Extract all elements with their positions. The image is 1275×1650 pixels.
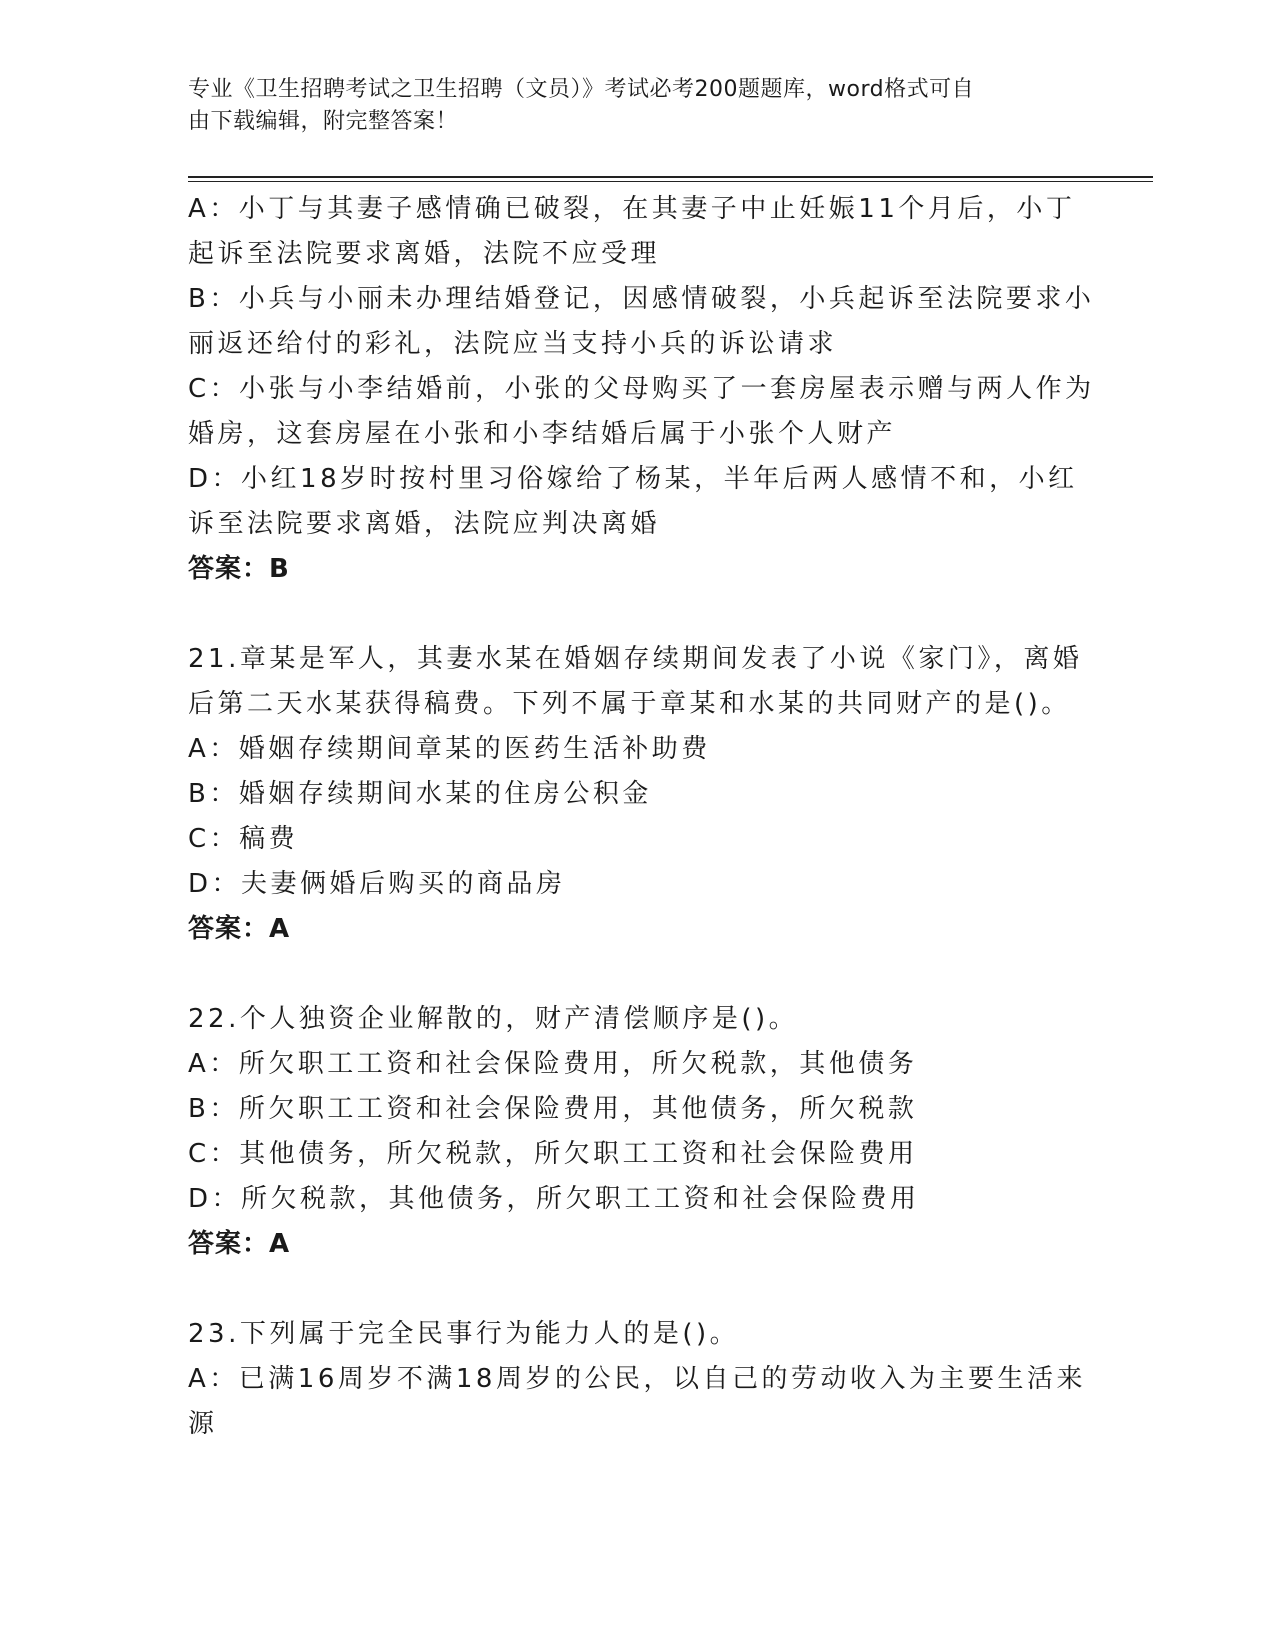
question-23 xyxy=(188,1312,1088,1447)
question-stem: 22.个人独资企业解散的，财产清偿顺序是()。 xyxy=(188,1004,799,1034)
spacer xyxy=(188,1267,1088,1312)
header-divider-thin xyxy=(188,181,1153,182)
question-stem-line-2: 后第二天水某获得稿费。下列不属于章某和水某的共同财产的是()。 xyxy=(188,689,1071,719)
option-c-line-1: C：小张与小李结婚前，小张的父母购买了一套房屋表示赠与两人作为 xyxy=(188,374,1095,404)
option-d-line-1: D：小红18岁时按村里习俗嫁给了杨某，半年后两人感情不和，小红 xyxy=(188,464,1078,494)
option-c: C：其他债务，所欠税款，所欠职工工资和社会保险费用 xyxy=(188,1139,918,1169)
option-a: A：婚姻存续期间章某的医药生活补助费 xyxy=(188,734,711,764)
question-21 xyxy=(188,637,1088,952)
option-a-line-2: 起诉至法院要求离婚，法院不应受理 xyxy=(188,239,661,269)
option-c: C：稿费 xyxy=(188,824,299,854)
question-stem: 23.下列属于完全民事行为能力人的是()。 xyxy=(188,1319,740,1349)
header-line-1: 专业《卫生招聘考试之卫生招聘（文员）》考试必考200题题库，word格式可自 xyxy=(188,77,975,102)
option-a-line-1: A：已满16周岁不满18周岁的公民，以自己的劳动收入为主要生活来 xyxy=(188,1364,1086,1394)
option-a: A：所欠职工工资和社会保险费用，所欠税款，其他债务 xyxy=(188,1049,918,1079)
option-b: B：所欠职工工资和社会保险费用，其他债务，所欠税款 xyxy=(188,1094,918,1124)
option-a-line-2: 源 xyxy=(188,1409,218,1439)
header-line-2: 由下载编辑，附完整答案！ xyxy=(188,109,459,134)
question-20-options xyxy=(188,187,1095,592)
question-22 xyxy=(188,997,1088,1267)
option-b: B：婚姻存续期间水某的住房公积金 xyxy=(188,779,652,809)
option-a-line-1: A：小丁与其妻子感情确已破裂，在其妻子中止妊娠11个月后，小丁 xyxy=(188,194,1076,224)
header-divider-thick xyxy=(188,176,1153,178)
spacer xyxy=(188,592,1088,637)
spacer xyxy=(188,952,1088,997)
option-d: D：所欠税款，其他债务，所欠职工工资和社会保险费用 xyxy=(188,1184,920,1214)
option-c-line-2: 婚房，这套房屋在小张和小李结婚后属于小张个人财产 xyxy=(188,419,897,449)
option-d-line-2: 诉至法院要求离婚，法院应判决离婚 xyxy=(188,509,661,539)
option-d: D：夫妻俩婚后购买的商品房 xyxy=(188,869,566,899)
answer-label: 答案：B xyxy=(188,554,290,584)
option-b-line-2: 丽返还给付的彩礼，法院应当支持小兵的诉讼请求 xyxy=(188,329,838,359)
document-header xyxy=(188,74,1068,138)
answer-label: 答案：A xyxy=(188,1229,291,1259)
question-content xyxy=(188,187,1095,1447)
answer-label: 答案：A xyxy=(188,914,291,944)
option-b-line-1: B：小兵与小丽未办理结婚登记，因感情破裂，小兵起诉至法院要求小 xyxy=(188,284,1095,314)
question-stem-line-1: 21.章某是军人，其妻水某在婚姻存续期间发表了小说《家门》，离婚 xyxy=(188,644,1083,674)
